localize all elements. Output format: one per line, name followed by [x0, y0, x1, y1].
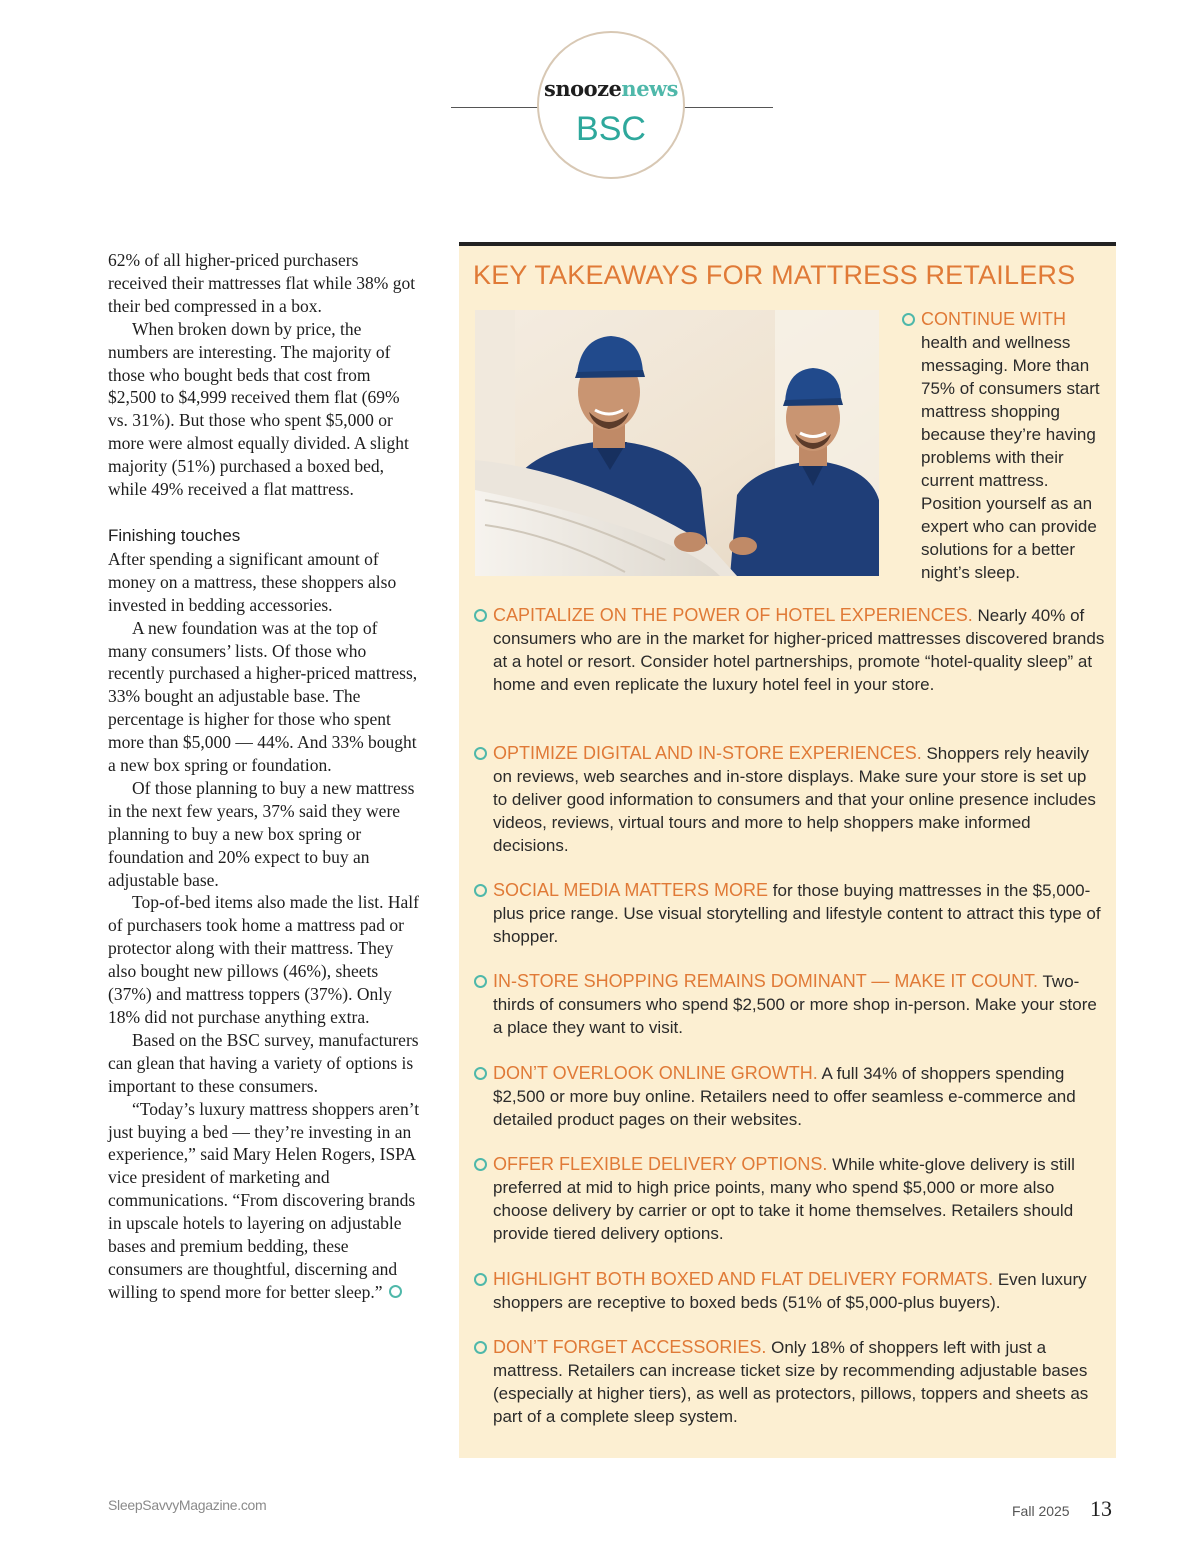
article-subhead: Finishing touches — [108, 525, 241, 545]
bullet-circle-icon — [474, 1158, 487, 1171]
takeaway-headline: IN-STORE SHOPPING REMAINS DOMINANT — MAKE IT COUNT. — [493, 971, 1039, 991]
takeaway-headline: SOCIAL MEDIA MATTERS MORE — [493, 880, 769, 900]
takeaway-body: Two-thirds of consumers who spend $2,500 or more shop in-person. Make your store a place they want to visit. — [493, 972, 1097, 1037]
article-paragraph: A new foundation was at the top of many consumers’ lists. Of those who recently purchased a higher-priced mattress, 33% bought an adjustable base. The percentage is higher for those who spent more than $5,000 — 44%. And 33% bought a new box spring or foundation. — [108, 617, 418, 776]
quote-text: “Today’s luxury mattress shoppers aren’t just buying a bed — they’re investing in an experience,” said Mary Helen Rogers, ISPA vice president of marketing and communications. “From discovering brands in upscale hotels to layering on adjustable bases and premium bedding, these consumers are thoughtful, discerning and willing to spend more for better sleep.” — [108, 1098, 420, 1302]
takeaway-item — [493, 970, 1105, 1039]
article-paragraph: Top-of-bed items also made the list. Half of purchasers took home a mattress pad or protector along with their mattress. They also bought new pillows (46%), sheets (37%) and mattress toppers (37%). Only 18% did not purchase anything extra. — [108, 892, 419, 1027]
takeaway-item — [493, 742, 1105, 857]
takeaway-item — [493, 1336, 1105, 1428]
bullet-circle-icon — [474, 1273, 487, 1286]
article-paragraph: Of those planning to buy a new mattress in the next few years, 37% said they were planning to buy a new box spring or foundation and 20% expect to buy an adjustable base. — [108, 777, 415, 890]
takeaway-headline: HIGHLIGHT BOTH BOXED AND FLAT DELIVERY FORMATS. — [493, 1269, 994, 1289]
article-column — [108, 249, 420, 1304]
bullet-circle-icon — [474, 975, 487, 988]
takeaway-item — [921, 308, 1111, 584]
article-paragraph: When broken down by price, the numbers are interesting. The majority of those who bought beds that cost from $2,500 to $4,999 received them flat (69% vs. 31%). But those who spent $5,000 or more were almost equally divided. A slight majority (51%) purchased a boxed bed, while 49% received a flat mattress. — [108, 318, 409, 500]
footer-issue: Fall 2025 — [1012, 1503, 1070, 1519]
takeaway-body: Even luxury shoppers are receptive to boxed beds (51% of $5,000-plus buyers). — [493, 1270, 1087, 1312]
takeaway-body: Nearly 40% of consumers who are in the market for higher-priced mattresses discovered brands at a hotel or resort. Consider hotel partnerships, promote “hotel-quality sleep” at home and even replicate the luxury hotel feel in your store. — [493, 606, 1105, 694]
takeaway-item — [493, 1268, 1105, 1314]
takeaway-body: Shoppers rely heavily on reviews, web searches and in-store displays. Make sure your store is set up to deliver good information to consumers and that your online presence includes videos, reviews, virtual tours and more to help shoppers make informed decisions. — [493, 744, 1096, 855]
brand-logo-part1: snooze — [544, 76, 622, 101]
brand-logo — [537, 76, 685, 101]
bullet-circle-icon — [474, 1341, 487, 1354]
brand-logo-part2: news — [621, 76, 678, 101]
takeaway-headline: OFFER FLEXIBLE DELIVERY OPTIONS. — [493, 1154, 828, 1174]
takeaway-body: A full 34% of shoppers spending $2,500 or more buy online. Retailers need to offer seamless e-commerce and detailed product pages on their websites. — [493, 1064, 1076, 1129]
article-paragraph: After spending a significant amount of money on a mattress, these shoppers also invested in bedding accessories. — [108, 548, 397, 615]
takeaway-headline: DON’T FORGET ACCESSORIES. — [493, 1337, 767, 1357]
footer-site-name: SleepSavvyMagazine.com — [108, 1497, 267, 1513]
takeaway-headline: CAPITALIZE ON THE POWER OF HOTEL EXPERIENCES. — [493, 605, 973, 625]
takeaway-headline: OPTIMIZE DIGITAL AND IN-STORE EXPERIENCES. — [493, 743, 922, 763]
takeaway-item — [493, 604, 1105, 696]
takeaway-body: for those buying mattresses in the $5,000-plus price range. Use visual storytelling and lifestyle content to attract this type of shopper. — [493, 881, 1101, 946]
article-paragraph: 62% of all higher-priced purchasers received their mattresses flat while 38% got their bed compressed in a box. — [108, 250, 416, 316]
bullet-circle-icon — [474, 884, 487, 897]
takeaway-item — [493, 1153, 1105, 1245]
bullet-circle-icon — [474, 747, 487, 760]
bullet-circle-icon — [474, 1067, 487, 1080]
bullet-circle-icon — [474, 609, 487, 622]
takeaway-item — [493, 879, 1105, 948]
end-mark-icon — [389, 1285, 402, 1298]
takeaway-body: health and wellness messaging. More than 75% of consumers start mattress shopping because they’re having problems with their current mattress. Position yourself as an expert who can provide solutions for a better night’s sleep. — [921, 333, 1100, 582]
takeaway-headline: DON’T OVERLOOK ONLINE GROWTH. — [493, 1063, 818, 1083]
delivery-workers-photo — [475, 310, 879, 576]
takeaway-headline: CONTINUE WITH — [921, 309, 1066, 329]
page-number: 13 — [1090, 1496, 1112, 1521]
takeaway-body: While white-glove delivery is still preferred at mid to high price points, many who spend $5,000 or more also choose delivery by carrier or opt to take it home themselves. Retailers should provide tiered delivery options. — [493, 1155, 1075, 1243]
bullet-circle-icon — [902, 313, 915, 326]
article-paragraph: Based on the BSC survey, manufacturers can glean that having a variety of options is important to these consumers. — [108, 1029, 419, 1096]
takeaways-title: KEY TAKEAWAYS FOR MATTRESS RETAILERS — [473, 260, 1076, 290]
section-tag: BSC — [576, 110, 646, 148]
takeaway-item — [493, 1062, 1105, 1131]
key-takeaways-box — [459, 242, 1116, 1458]
header-badge-circle — [537, 31, 685, 179]
article-paragraph-quote — [108, 1098, 420, 1304]
takeaway-body: Only 18% of shoppers left with just a mattress. Retailers can increase ticket size by recommending adjustable bases (especially at higher tiers), as well as protectors, pillows, toppers and sheets as part of a complete sleep system. — [493, 1338, 1089, 1426]
